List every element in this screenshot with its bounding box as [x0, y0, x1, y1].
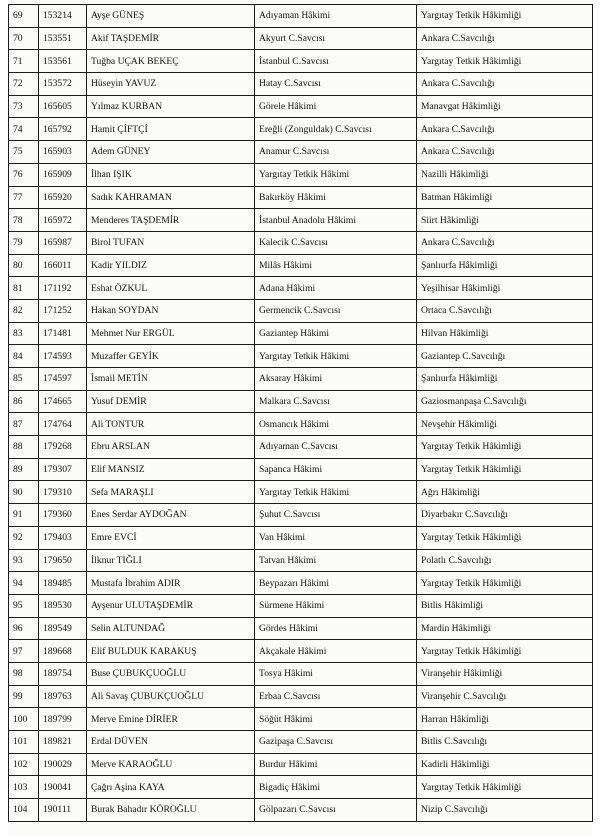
table-row [9, 368, 593, 391]
table-row [9, 458, 593, 481]
person-name-cell: Çağrı Aşina KAYA [87, 776, 255, 799]
registry-number-cell: 165903 [39, 141, 87, 164]
current-post-cell: Bigadiç Hâkimi [255, 776, 417, 799]
table-row [9, 708, 593, 731]
new-post-cell: Yargıtay Tetkik Hâkimliği [417, 458, 593, 481]
row-number-cell: 85 [9, 368, 39, 391]
table-row [9, 617, 593, 640]
person-name-cell: İlhan IŞIK [87, 163, 255, 186]
current-post-cell: Germencik C.Savcısı [255, 299, 417, 322]
current-post-cell: Akçakale Hâkimi [255, 640, 417, 663]
table-row [9, 141, 593, 164]
current-post-cell: Sapanca Hâkimi [255, 458, 417, 481]
current-post-cell: Kalecik C.Savcısı [255, 231, 417, 254]
new-post-cell: Manavgat Hâkimliği [417, 95, 593, 118]
registry-number-cell: 153214 [39, 5, 87, 28]
registry-number-cell: 179403 [39, 526, 87, 549]
registry-number-cell: 174764 [39, 413, 87, 436]
person-name-cell: Hakan SOYDAN [87, 299, 255, 322]
person-name-cell: Ali TONTUR [87, 413, 255, 436]
new-post-cell: Ankara C.Savcılığı [417, 73, 593, 96]
new-post-cell: Şanlıurfa Hâkimliği [417, 368, 593, 391]
table-row [9, 640, 593, 663]
new-post-cell: Ankara C.Savcılığı [417, 141, 593, 164]
table-row [9, 209, 593, 232]
new-post-cell: Yargıtay Tetkik Hâkimliği [417, 776, 593, 799]
row-number-cell: 72 [9, 73, 39, 96]
row-number-cell: 93 [9, 549, 39, 572]
row-number-cell: 79 [9, 231, 39, 254]
registry-number-cell: 179268 [39, 436, 87, 459]
current-post-cell: Anamur C.Savcısı [255, 141, 417, 164]
person-name-cell: Mehmet Nur ERGÜL [87, 322, 255, 345]
registry-number-cell: 174665 [39, 390, 87, 413]
person-name-cell: İsmail METİN [87, 368, 255, 391]
current-post-cell: Adıyaman Hâkimi [255, 5, 417, 28]
registry-number-cell: 171252 [39, 299, 87, 322]
person-name-cell: Buse ÇUBUKÇUOĞLU [87, 662, 255, 685]
person-name-cell: Mustafa İbrahim ADIR [87, 572, 255, 595]
table-row [9, 504, 593, 527]
registry-number-cell: 165972 [39, 209, 87, 232]
new-post-cell: Gaziantep C.Savcılığı [417, 345, 593, 368]
row-number-cell: 77 [9, 186, 39, 209]
registry-number-cell: 179307 [39, 458, 87, 481]
person-name-cell: Birol TUFAN [87, 231, 255, 254]
registry-number-cell: 189485 [39, 572, 87, 595]
table-row [9, 481, 593, 504]
new-post-cell: Ankara C.Savcılığı [417, 231, 593, 254]
person-name-cell: Akif TAŞDEMİR [87, 27, 255, 50]
new-post-cell: Bitlis Hâkimliği [417, 594, 593, 617]
table-row [9, 776, 593, 799]
current-post-cell: Ereğli (Zonguldak) C.Savcısı [255, 118, 417, 141]
registry-number-cell: 190029 [39, 753, 87, 776]
row-number-cell: 95 [9, 594, 39, 617]
new-post-cell: Siirt Hâkimliği [417, 209, 593, 232]
new-post-cell: Yargıtay Tetkik Hâkimliği [417, 572, 593, 595]
new-post-cell: Yargıtay Tetkik Hâkimliği [417, 50, 593, 73]
person-name-cell: Merve KARAOĞLU [87, 753, 255, 776]
row-number-cell: 87 [9, 413, 39, 436]
appointment-table-body [9, 5, 593, 822]
person-name-cell: İlknur TIĞLI [87, 549, 255, 572]
row-number-cell: 84 [9, 345, 39, 368]
table-row [9, 799, 593, 822]
table-row [9, 436, 593, 459]
current-post-cell: Burdur Hâkimi [255, 753, 417, 776]
current-post-cell: Bakırköy Hâkimi [255, 186, 417, 209]
current-post-cell: Görele Hâkimi [255, 95, 417, 118]
row-number-cell: 89 [9, 458, 39, 481]
table-row [9, 753, 593, 776]
current-post-cell: Erbaa C.Savcısı [255, 685, 417, 708]
current-post-cell: Adıyaman C.Savcısı [255, 436, 417, 459]
current-post-cell: Malkara C.Savcısı [255, 390, 417, 413]
table-row [9, 254, 593, 277]
table-row [9, 413, 593, 436]
row-number-cell: 92 [9, 526, 39, 549]
person-name-cell: Emre EVCİ [87, 526, 255, 549]
row-number-cell: 96 [9, 617, 39, 640]
person-name-cell: Enes Serdar AYDOĞAN [87, 504, 255, 527]
row-number-cell: 73 [9, 95, 39, 118]
current-post-cell: Beypazarı Hâkimi [255, 572, 417, 595]
table-row [9, 526, 593, 549]
appointment-table [8, 4, 593, 822]
row-number-cell: 101 [9, 731, 39, 754]
new-post-cell: Viranşehir C.Savcılığı [417, 685, 593, 708]
row-number-cell: 94 [9, 572, 39, 595]
table-row [9, 685, 593, 708]
new-post-cell: Harran Hâkimliği [417, 708, 593, 731]
row-number-cell: 81 [9, 277, 39, 300]
row-number-cell: 76 [9, 163, 39, 186]
person-name-cell: Elif MANSIZ [87, 458, 255, 481]
new-post-cell: Nizip C.Savcılığı [417, 799, 593, 822]
person-name-cell: Sadık KAHRAMAN [87, 186, 255, 209]
registry-number-cell: 189763 [39, 685, 87, 708]
current-post-cell: Osmancık Hâkimi [255, 413, 417, 436]
person-name-cell: Yılmaz KURBAN [87, 95, 255, 118]
table-row [9, 73, 593, 96]
row-number-cell: 70 [9, 27, 39, 50]
row-number-cell: 82 [9, 299, 39, 322]
current-post-cell: Adana Hâkimi [255, 277, 417, 300]
registry-number-cell: 166011 [39, 254, 87, 277]
registry-number-cell: 189799 [39, 708, 87, 731]
person-name-cell: Burak Bahadır KÖROĞLU [87, 799, 255, 822]
current-post-cell: Van Hâkimi [255, 526, 417, 549]
person-name-cell: Merve Emine DİRİER [87, 708, 255, 731]
person-name-cell: Eshat ÖZKUL [87, 277, 255, 300]
new-post-cell: Mardin Hâkimliği [417, 617, 593, 640]
new-post-cell: Viranşehir Hâkimliği [417, 662, 593, 685]
person-name-cell: Tuğba UÇAK BEKEÇ [87, 50, 255, 73]
current-post-cell: Akyurt C.Savcısı [255, 27, 417, 50]
person-name-cell: Sefa MARAŞLI [87, 481, 255, 504]
registry-number-cell: 189754 [39, 662, 87, 685]
registry-number-cell: 189821 [39, 731, 87, 754]
registry-number-cell: 153572 [39, 73, 87, 96]
row-number-cell: 98 [9, 662, 39, 685]
row-number-cell: 69 [9, 5, 39, 28]
person-name-cell: Ayşe GÜNEŞ [87, 5, 255, 28]
registry-number-cell: 153561 [39, 50, 87, 73]
current-post-cell: Gölpazarı C.Savcısı [255, 799, 417, 822]
new-post-cell: Ankara C.Savcılığı [417, 118, 593, 141]
current-post-cell: Tatvan Hâkimi [255, 549, 417, 572]
person-name-cell: Kadir YILDIZ [87, 254, 255, 277]
table-row [9, 731, 593, 754]
new-post-cell: Ankara C.Savcılığı [417, 27, 593, 50]
current-post-cell: Milâs Hâkimi [255, 254, 417, 277]
registry-number-cell: 179310 [39, 481, 87, 504]
row-number-cell: 80 [9, 254, 39, 277]
registry-number-cell: 171481 [39, 322, 87, 345]
current-post-cell: Şuhut C.Savcısı [255, 504, 417, 527]
table-row [9, 50, 593, 73]
current-post-cell: Yargıtay Tetkik Hâkimi [255, 345, 417, 368]
current-post-cell: Aksaray Hâkimi [255, 368, 417, 391]
person-name-cell: Menderes TAŞDEMİR [87, 209, 255, 232]
registry-number-cell: 153551 [39, 27, 87, 50]
row-number-cell: 91 [9, 504, 39, 527]
new-post-cell: Yargıtay Tetkik Hâkimliği [417, 526, 593, 549]
person-name-cell: Yusuf DEMİR [87, 390, 255, 413]
registry-number-cell: 174593 [39, 345, 87, 368]
current-post-cell: Gördes Hâkimi [255, 617, 417, 640]
registry-number-cell: 189530 [39, 594, 87, 617]
current-post-cell: Sürmene Hâkimi [255, 594, 417, 617]
registry-number-cell: 171192 [39, 277, 87, 300]
table-row [9, 95, 593, 118]
person-name-cell: Erdal DÜVEN [87, 731, 255, 754]
new-post-cell: Gaziosmanpaşa C.Savcılığı [417, 390, 593, 413]
person-name-cell: Selin ALTUNDAĞ [87, 617, 255, 640]
person-name-cell: Ali Savaş ÇUBUKÇUOĞLU [87, 685, 255, 708]
row-number-cell: 74 [9, 118, 39, 141]
row-number-cell: 90 [9, 481, 39, 504]
registry-number-cell: 179360 [39, 504, 87, 527]
row-number-cell: 104 [9, 799, 39, 822]
current-post-cell: Yargıtay Tetkik Hâkimi [255, 163, 417, 186]
person-name-cell: Hamit ÇİFTÇİ [87, 118, 255, 141]
person-name-cell: Muzaffer GEYİK [87, 345, 255, 368]
registry-number-cell: 189668 [39, 640, 87, 663]
person-name-cell: Ayşenur ULUTAŞDEMİR [87, 594, 255, 617]
registry-number-cell: 165605 [39, 95, 87, 118]
table-row [9, 186, 593, 209]
registry-number-cell: 179650 [39, 549, 87, 572]
table-row [9, 277, 593, 300]
new-post-cell: Ağrı Hâkimliği [417, 481, 593, 504]
registry-number-cell: 190041 [39, 776, 87, 799]
current-post-cell: Söğüt Hâkimi [255, 708, 417, 731]
table-row [9, 662, 593, 685]
current-post-cell: Hatay C.Savcısı [255, 73, 417, 96]
row-number-cell: 86 [9, 390, 39, 413]
person-name-cell: Elif BULDUK KARAKUŞ [87, 640, 255, 663]
registry-number-cell: 165987 [39, 231, 87, 254]
new-post-cell: Yargıtay Tetkik Hâkimliği [417, 436, 593, 459]
row-number-cell: 71 [9, 50, 39, 73]
new-post-cell: Diyarbakır C.Savcılığı [417, 504, 593, 527]
new-post-cell: Kadirli Hâkimliği [417, 753, 593, 776]
table-row [9, 322, 593, 345]
current-post-cell: Gaziantep Hâkimi [255, 322, 417, 345]
new-post-cell: Batman Hâkimliği [417, 186, 593, 209]
table-row [9, 594, 593, 617]
new-post-cell: Yeşilhisar Hâkimliği [417, 277, 593, 300]
new-post-cell: Hilvan Hâkimliği [417, 322, 593, 345]
row-number-cell: 78 [9, 209, 39, 232]
document-page [8, 0, 592, 836]
new-post-cell: Yargıtay Tetkik Hâkimliği [417, 5, 593, 28]
new-post-cell: Ortaca C.Savcılığı [417, 299, 593, 322]
registry-number-cell: 165909 [39, 163, 87, 186]
row-number-cell: 102 [9, 753, 39, 776]
registry-number-cell: 165920 [39, 186, 87, 209]
row-number-cell: 88 [9, 436, 39, 459]
registry-number-cell: 165792 [39, 118, 87, 141]
person-name-cell: Adem GÜNEY [87, 141, 255, 164]
current-post-cell: Yargıtay Tetkik Hâkimi [255, 481, 417, 504]
table-row [9, 163, 593, 186]
registry-number-cell: 189549 [39, 617, 87, 640]
registry-number-cell: 174597 [39, 368, 87, 391]
new-post-cell: Nazilli Hâkimliği [417, 163, 593, 186]
table-row [9, 27, 593, 50]
person-name-cell: Hüseyin YAVUZ [87, 73, 255, 96]
table-row [9, 231, 593, 254]
table-row [9, 299, 593, 322]
current-post-cell: İstanbul C.Savcısı [255, 50, 417, 73]
person-name-cell: Ebru ARSLAN [87, 436, 255, 459]
new-post-cell: Polatlı C.Savcılığı [417, 549, 593, 572]
table-row [9, 549, 593, 572]
table-row [9, 390, 593, 413]
current-post-cell: Tosya Hâkimi [255, 662, 417, 685]
table-row [9, 572, 593, 595]
table-row [9, 118, 593, 141]
current-post-cell: Gazipaşa C.Savcısı [255, 731, 417, 754]
new-post-cell: Şanlıurfa Hâkimliği [417, 254, 593, 277]
row-number-cell: 97 [9, 640, 39, 663]
row-number-cell: 99 [9, 685, 39, 708]
new-post-cell: Yargıtay Tetkik Hâkimliği [417, 640, 593, 663]
new-post-cell: Nevşehir Hâkimliği [417, 413, 593, 436]
new-post-cell: Bitlis C.Savcılığı [417, 731, 593, 754]
row-number-cell: 103 [9, 776, 39, 799]
table-row [9, 5, 593, 28]
row-number-cell: 83 [9, 322, 39, 345]
table-row [9, 345, 593, 368]
registry-number-cell: 190111 [39, 799, 87, 822]
row-number-cell: 100 [9, 708, 39, 731]
current-post-cell: İstanbul Anadolu Hâkimi [255, 209, 417, 232]
row-number-cell: 75 [9, 141, 39, 164]
